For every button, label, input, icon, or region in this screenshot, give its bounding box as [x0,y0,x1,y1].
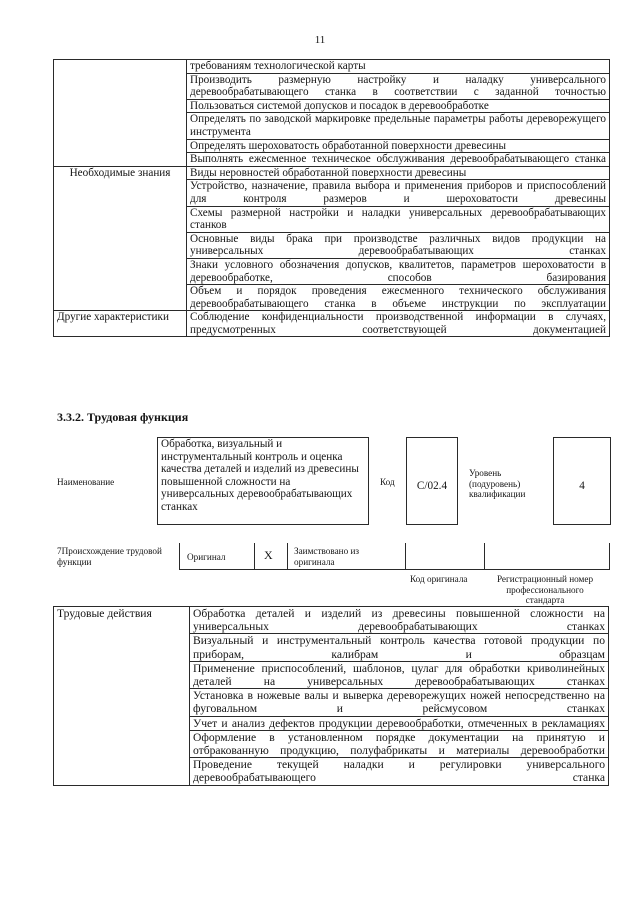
table-row [54,166,610,180]
page-number: 11 [314,34,326,46]
original-label: Оригинал [187,552,226,562]
table-row [54,60,610,74]
table-cell: Производить размерную настройку и наладку универсального деревообрабатывающего станка в соответствии с заданной точностью [187,73,610,99]
skills-knowledge-table [53,59,610,337]
section-title: 3.3.2. Трудовая функция [57,410,189,424]
level-label: Уровень (подуровень) квалификации [469,468,526,499]
table-row [54,311,610,337]
row-label: Другие характеристики [54,311,187,337]
table-cell: Применение приспособлений, шаблонов, цулаг для обработки криволинейных деталей на универсальных деревообрабатывающих станках [190,661,609,688]
table-cell: Знаки условного обозначения допусков, квалитетов, параметров шероховатости в деревообработке, способов базирования [187,258,610,284]
origin-reg-cell [484,543,610,570]
origin-code-cell [405,543,485,570]
name-label: Наименование [57,477,115,487]
table-cell: Оформление в установленном порядке документации на принятую и отбракованную продукцию, полуфабрикаты и материалы деревообработки [190,730,609,757]
table-cell: Соблюдение конфиденциальности производственной информации в случаях, предусмотренных соответствующей документацией [187,311,610,337]
borrowed-label: Заимствовано из оригинала [294,546,360,567]
table-cell: Обработка деталей и изделий из древесины повышенной сложности на универсальных деревообрабатывающих станках [190,607,609,634]
code-box [406,437,458,525]
table-cell: Визуальный и инструментальный контроль качества готовой продукции по приборам, калибрам и образцам [190,634,609,661]
table-cell: Проведение текущей наладки и регулировки универсального деревообрабатывающего станка [190,758,609,785]
function-name-box: Обработка, визуальный и инструментальный контроль и оценка качества деталей и изделий из древесины повышенной сложности на универсальных деревообрабатывающих станках [157,437,369,525]
table-cell: Определять шероховатость обработанной поверхности древесины [187,139,610,153]
original-mark: X [264,548,273,562]
table-row [54,607,609,634]
origin-label: 7Происхождение трудовой функции [57,546,162,567]
row-label [54,60,187,167]
table-cell: Выполнять ежесменное техническое обслуживания деревообрабатывающего станка [187,153,610,167]
table-cell: Учет и анализ дефектов продукции деревообработки, отмеченных в рекламациях [190,716,609,730]
table-cell: Определять по заводской маркировке предельные параметры работы дереворежущего инструмента [187,113,610,139]
code-value: С/02.4 [416,480,448,492]
code-label: Код [380,477,395,487]
table-cell: Виды неровностей обработанной поверхности древесины [187,166,610,180]
table-cell: Пользоваться системой допусков и посадок в деревообработке [187,99,610,113]
table-cell: Объем и порядок проведения ежесменного технического обслуживания деревообрабатывающего станка в объеме инструкции по эксплуатации [187,285,610,311]
table-cell: Установка в ножевые валы и выверка дереворежущих ножей непосредственно на фуговальном и рейсмусовом станках [190,689,609,716]
table-cell: Основные виды брака при производстве различных видов продукции на универсальных деревообрабатывающих станках [187,232,610,258]
row-label: Необходимые знания [54,166,187,311]
reg-number-caption: Регистрационный номер профессионального стандарта [496,574,594,605]
table-cell: Устройство, назначение, правила выбора и применения приборов и приспособлений для контроля размеров и шероховатости древесины [187,180,610,206]
table-cell: Схемы размерной настройки и наладки универсальных деревообрабатывающих станков [187,206,610,232]
qualification-value: 4 [579,480,585,492]
labor-actions-table [53,606,609,786]
original-code-caption: Код оригинала [410,574,468,584]
table-cell: требованиям технологической карты [187,60,610,74]
row-label: Трудовые действия [54,607,190,786]
qualification-box [553,437,611,525]
